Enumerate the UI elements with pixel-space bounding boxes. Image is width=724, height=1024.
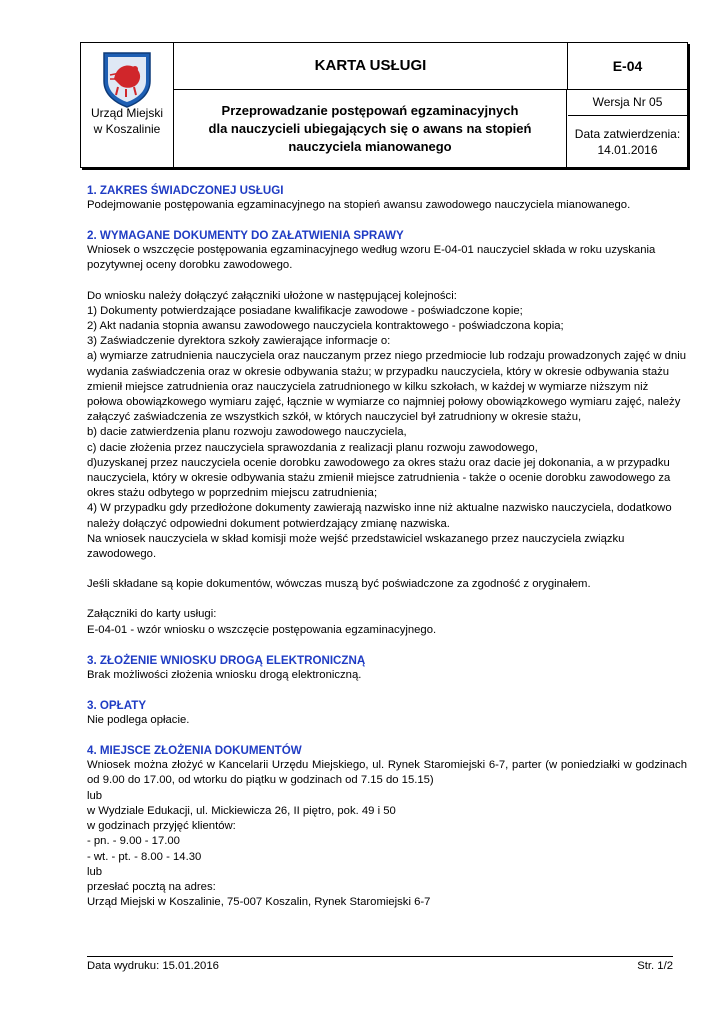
page-footer [87, 956, 673, 975]
section-2-line: 3) Zaświadczenie dyrektora szkoły zawierające informacje o: [87, 335, 391, 348]
section-1-text: Podejmowanie postępowania egzaminacyjnego na stopień awansu zawodowego nauczyciela mianowanego. [87, 199, 631, 211]
card-subtitle [174, 90, 567, 167]
document-header [80, 42, 688, 168]
page-number: Str. 1/2 [637, 960, 673, 972]
attachments-item: E-04-01 - wzór wniosku o wszczęcie postępowania egzaminacyjnego. [87, 623, 437, 636]
section-4-address: Urząd Miejski w Koszalinie, 75-007 Koszalin, Rynek Staromiejski 6-7 [87, 896, 431, 909]
section-2-intro: Wniosek o wszczęcie postępowania egzaminacyjnego według wzoru E-04-01 nauczyciel składa w roku uzyskania pozytywnej oceny dorobku zawodowego. [87, 244, 656, 272]
section-4-text: - wt. - pt. - 8.00 - 14.30 [87, 850, 202, 863]
subtitle-line2: dla nauczycieli ubiegających się o awans na stopień [208, 120, 532, 136]
office-name [81, 105, 173, 137]
approval-date-cell [568, 116, 687, 167]
section-2-line: a) wymiarze zatrudnienia nauczyciela oraz nauczanym przez niego przedmiocie lub rodzaju prowadzonych zajęć w dniu wydania zaświadczenia oraz w okresie odbywania stażu; w przypadku nauczyciela, który w okresie odbywania stażu zmienił miejsce zatrudnienia oraz nauczyciela zatrudnionego w kilku szkołach, w każdej w wymiarze niższym niż połowa obowiązkowego wymiaru zajęć, łącznie w wymiarze co najmniej połowy obowiązkowego wymiaru zajęć, należy załączyć zaświadczenia ze wszystkich szkół, w których nauczyciel był zatrudniony w okresie stażu, [87, 350, 687, 424]
attachments-label: Załączniki do karty usługi: [87, 608, 217, 621]
office-name-line1: Urząd Miejski [90, 106, 163, 120]
subtitle-line1: Przeprowadzanie postępowań egzaminacyjnych [221, 102, 519, 118]
section-3-title: 3. ZŁOŻENIE WNIOSKU DROGĄ ELEKTRONICZNĄ [87, 653, 366, 667]
section-2-line: 2) Akt nadania stopnia awansu zawodowego nauczyciela kontraktowego - poświadczona kopia; [87, 320, 564, 333]
section-1-title: 1. ZAKRES ŚWIADCZONEJ USŁUGI [87, 184, 284, 197]
section-4-text: - pn. - 9.00 - 17.00 [87, 835, 180, 848]
card-code: E-04 [568, 43, 687, 90]
section-2-title: 2. WYMAGANE DOKUMENTY DO ZAŁATWIENIA SPRAWY [87, 229, 404, 243]
coat-of-arms-icon [100, 49, 154, 109]
version-label: Wersja Nr 05 [568, 90, 687, 116]
section-2-line: c) dacie złożenia przez nauczyciela sprawozdania z realizacji planu rozwoju zawodowego, [87, 441, 538, 454]
section-4-title: 4. MIEJSCE ZŁOŻENIA DOKUMENTÓW [87, 744, 302, 758]
subtitle-line3: nauczyciela mianowanego [288, 138, 452, 154]
section-3-text: Brak możliwości złożenia wniosku drogą elektroniczną. [87, 668, 362, 681]
section-4-text: przesłać pocztą na adres: [87, 880, 216, 893]
section-2-line: 1) Dokumenty potwierdzające posiadane kwalifikacje zawodowe - poświadczone kopie; [87, 304, 523, 317]
header-table [80, 42, 688, 168]
section-2-line: d)uzyskanej przez nauczyciela ocenie dorobku zawodowego za okres stażu oraz dacie jej dokonania, a w przypadku nauczyciela, który w okresie odbywania stażu zmienił miejsce zatrudnienia - także o ocenie dorobku zawodowego za okres stażu odbytego w poprzednim miejscu zatrudnienia; [87, 456, 671, 500]
section-4-or: lub [87, 865, 103, 878]
section-2-line: Do wniosku należy dołączyć załączniki ułożone w następującej kolejności: [87, 289, 457, 302]
office-logo-cell [81, 43, 174, 167]
section-2-line: 4) W przypadku gdy przedłożone dokumenty zawierają nazwisko inne niż aktualne nazwisko nauczyciela, dodatkowo należy dołączyć odpowiedni dokument potwierdzający zmianę nazwiska. [87, 502, 672, 530]
section-4-or: lub [87, 789, 103, 802]
section-fees-title: 3. OPŁATY [87, 699, 147, 713]
section-2-line: b) dacie zatwierdzenia planu rozwoju zawodowego nauczyciela, [87, 426, 407, 439]
section-fees-text: Nie podlega opłacie. [87, 714, 190, 727]
office-name-line2: w Koszalinie [93, 122, 161, 136]
section-4-text: w godzinach przyjęć klientów: [87, 820, 236, 833]
approval-date: 14.01.2016 [597, 142, 658, 157]
card-title: KARTA USŁUGI [174, 43, 568, 90]
section-4-text: Wniosek można złożyć w Kancelarii Urzędu Miejskiego, ul. Rynek Staromiejski 6-7, parter (w poniedziałki w godzinach od 9.00 do 17.00, od wtorku do piątku w godzinach od 7.15 do 15.15) [87, 759, 687, 787]
document-body [87, 183, 687, 910]
copies-note: Jeśli składane są kopie dokumentów, wówczas muszą być poświadczone za zgodność z oryginałem. [87, 578, 591, 591]
approval-label: Data zatwierdzenia: [574, 126, 681, 141]
section-2-line: Na wniosek nauczyciela w skład komisji może wejść przedstawiciel wskazanego przez nauczyciela związku zawodowego. [87, 532, 625, 561]
print-date: Data wydruku: 15.01.2016 [87, 960, 219, 972]
section-4-text: w Wydziale Edukacji, ul. Mickiewicza 26, II piętro, pok. 49 i 50 [87, 804, 396, 817]
